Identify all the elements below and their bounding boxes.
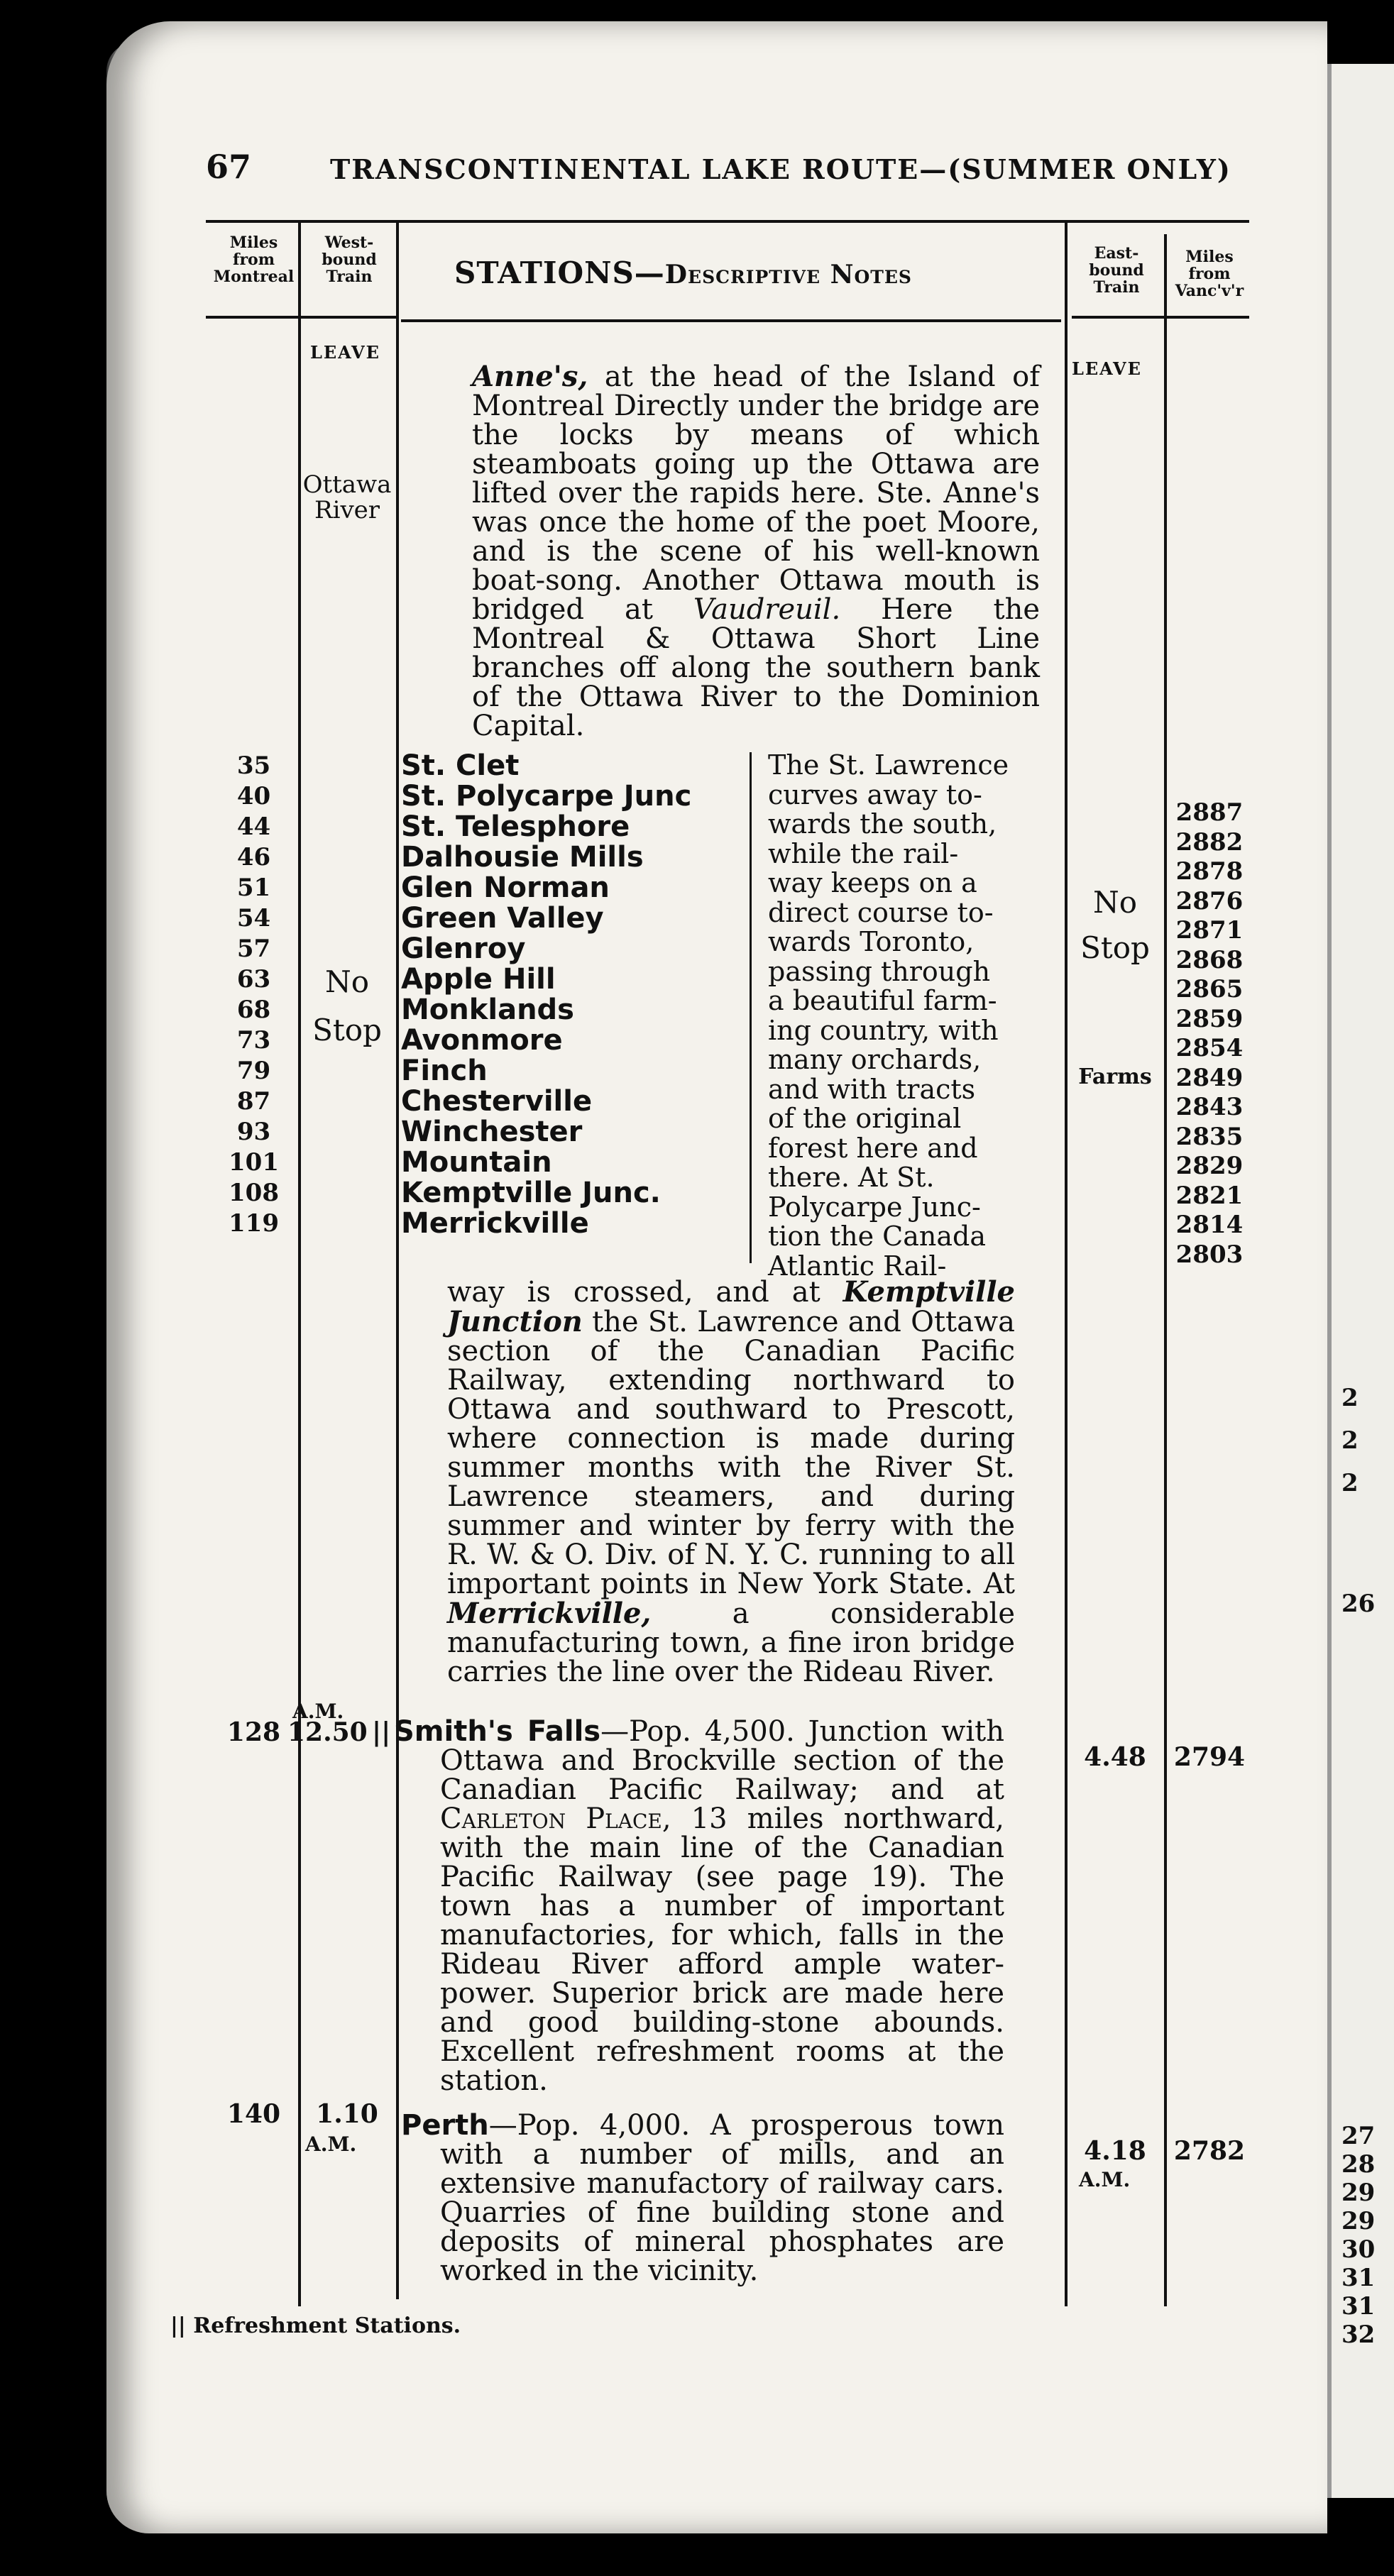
station-miles: 57 (236, 935, 271, 963)
next-page-fragment: 31 (1341, 2264, 1376, 2292)
station-name: St. Telesphore (401, 810, 630, 843)
perth-miles: 140 (226, 2099, 281, 2129)
next-page-fragment: 32 (1341, 2321, 1376, 2349)
no-stop-east-1: No (1092, 885, 1138, 920)
vancouver-miles: 2854 (1175, 1034, 1244, 1062)
station-name: St. Polycarpe Junc (401, 780, 692, 813)
side-note-line: a beautiful farm- (768, 985, 997, 1016)
smiths-falls-name: Smith's Falls (394, 1715, 601, 1748)
leave-west: LEAVE (310, 342, 380, 363)
vancouver-miles: 2876 (1175, 886, 1244, 915)
station-miles: 73 (236, 1026, 271, 1055)
side-note-rule (750, 752, 752, 1263)
continuation-note (447, 1277, 1015, 1687)
station-name: Green Valley (401, 902, 604, 935)
side-note-line: The St. Lawrence (768, 749, 1009, 781)
station-miles: 51 (236, 874, 271, 902)
station-miles: 44 (236, 813, 271, 841)
table-top-rule (206, 220, 1249, 223)
station-name: Avonmore (401, 1024, 563, 1057)
station-name: Mountain (401, 1146, 552, 1179)
side-note-line: tion the Canada (768, 1221, 987, 1252)
ottawa-river-note: Ottawa River (302, 470, 392, 524)
station-name: Merrickville (401, 1207, 589, 1239)
smiths-west-time: 12.50 (287, 1717, 368, 1747)
col-head-miles-montreal: Miles from Montreal (213, 233, 295, 286)
side-note-line: forest here and (768, 1132, 978, 1164)
vancouver-miles: 2859 (1175, 1004, 1244, 1033)
station-miles: 108 (229, 1179, 279, 1207)
smiths-desc-a: —Pop. 4,500. Junction with Ottawa and Brockville section of the Canadian Pacific Railway; and at (440, 1715, 1005, 1806)
farms-word: Farms (1078, 1064, 1152, 1089)
perth-am-label: A.M. (305, 2132, 357, 2156)
side-note-line: passing through (768, 955, 991, 987)
intro-rest: at the head of the Island of Montreal Directly under the bridge are the locks by means of which steamboats going up the Ottawa are lifted over the rapids here. Ste. Anne's was once the home of the poet Moore, and is the scene of his well-known boat-song. Another Ottawa mouth is bridged at (472, 360, 1040, 626)
footnote: || Refreshment Stations. (170, 2313, 461, 2338)
next-page-fragment: 31 (1341, 2292, 1376, 2321)
next-page-fragment: 2 (1341, 1426, 1359, 1455)
vancouver-miles: 2868 (1175, 945, 1244, 974)
side-note-line: and with tracts (768, 1073, 976, 1105)
station-miles: 46 (236, 843, 271, 871)
side-note (768, 751, 1052, 1281)
col-head-westbound: West-bound Train (322, 233, 377, 286)
next-page-fragment: 29 (1341, 2179, 1376, 2207)
page-header (206, 148, 1231, 197)
side-note-line: Atlantic Rail- (768, 1250, 947, 1282)
station-name: Glen Norman (401, 871, 610, 904)
side-note-line: of the original (768, 1103, 962, 1134)
next-page-fragment: 2 (1341, 1384, 1359, 1412)
vancouver-miles: 2849 (1175, 1063, 1244, 1092)
station-miles: 54 (236, 904, 271, 932)
perth-vancouver-miles: 2782 (1173, 2136, 1246, 2166)
vancouver-miles: 2871 (1175, 916, 1244, 945)
station-miles: 101 (229, 1148, 279, 1177)
perth-entry (401, 2111, 1004, 2286)
station-name: Dalhousie Mills (401, 841, 644, 874)
smiths-place: Carleton Place, (440, 1802, 671, 1835)
side-note-line: wards the south, (768, 808, 997, 840)
side-note-line: wards Toronto, (768, 926, 975, 957)
vancouver-miles: 2803 (1175, 1240, 1244, 1269)
no-stop-east (1068, 880, 1163, 971)
next-page-edge (1327, 64, 1394, 2498)
station-miles: 93 (236, 1118, 271, 1146)
page-number: 67 (206, 148, 252, 186)
station-miles: 87 (236, 1087, 271, 1116)
station-name: Finch (401, 1055, 488, 1087)
vancouver-miles: 2821 (1175, 1181, 1244, 1210)
left-head-rule (206, 316, 397, 319)
perth-east-am: A.M. (1079, 2168, 1131, 2191)
station-miles: 63 (236, 965, 271, 993)
center-head-rule (401, 319, 1061, 322)
station-miles-column (213, 751, 295, 1239)
no-stop-east-2: Stop (1080, 930, 1150, 965)
no-stop-west-2: Stop (312, 1013, 382, 1047)
vancouver-miles: 2835 (1175, 1122, 1244, 1151)
col-rule-4 (1164, 234, 1167, 2306)
next-page-fragment: 28 (1341, 2150, 1376, 2179)
stations-subtitle: Descriptive Notes (664, 260, 912, 290)
col-head-eastbound: East-bound Train (1089, 244, 1144, 297)
intro-end: Here the Montreal & Ottawa Short Line branches off along the southern bank of the Ottawa River to the Dominion Capital. (472, 593, 1040, 742)
next-page-fragment: 2 (1341, 1469, 1359, 1497)
side-note-line: there. At St. (768, 1162, 935, 1193)
station-name: Chesterville (401, 1085, 593, 1118)
vancouver-miles: 2882 (1175, 827, 1244, 857)
side-note-line: many orchards, (768, 1044, 982, 1075)
station-miles: 119 (229, 1209, 279, 1238)
stations-title: STATIONS— (454, 255, 665, 290)
col-head-miles-vancouver: Miles from Vanc'v'r (1175, 248, 1244, 300)
station-name: Winchester (401, 1116, 583, 1148)
smiths-desc-b: 13 miles northward, with the main line of the Canadian Pacific Railway (see page 19). The town has a number of important manufactories, for which, falls in the Rideau River afford ample water-power. Superior brick are made here and good building-stone abounds. Excellent refreshment rooms at the station. (440, 1802, 1004, 2097)
perth-west-time: 1.10 (316, 2099, 378, 2129)
vancouver-miles: 2843 (1175, 1093, 1244, 1121)
perth-desc: —Pop. 4,000. A prosperous town with a number of mills, and an extensive manufactory of railway cars. Quarries of fine building stone and deposits of mineral phosphates are worked in the vicinity. (440, 2109, 1004, 2287)
running-head: TRANSCONTINENTAL LAKE ROUTE—(SUMMER ONLY) (330, 153, 1231, 185)
side-note-line: ing country, with (768, 1014, 999, 1046)
station-miles: 68 (236, 996, 271, 1024)
cont-d: Merrickville, (447, 1597, 652, 1630)
station-name: Kemptville Junc. (401, 1177, 661, 1209)
station-name: Glenroy (401, 932, 526, 965)
no-stop-west (300, 958, 395, 1055)
col-rule-3 (1065, 220, 1068, 2306)
no-stop-west-1: No (324, 964, 370, 999)
col-head-stations (454, 255, 912, 290)
vancouver-miles: 2887 (1175, 798, 1244, 827)
station-miles: 79 (236, 1057, 271, 1085)
intro-note (472, 362, 1040, 741)
next-page-fragment: 29 (1341, 2207, 1376, 2235)
next-page-fragment: 26 (1341, 1590, 1376, 1618)
station-name: St. Clet (401, 751, 520, 782)
cont-a: way is crossed, and at (447, 1276, 843, 1309)
station-miles: 35 (236, 752, 271, 780)
station-miles: 40 (236, 782, 271, 810)
cont-b: Kemptville Junction (447, 1275, 1015, 1338)
smiths-am-label: A.M. (292, 1700, 344, 1723)
side-note-line: Polycarpe Junc- (768, 1191, 981, 1223)
side-note-line: while the rail- (768, 837, 959, 869)
cont-c: the St. Lawrence and Ottawa section of the Canadian Pacific Railway, extending northward to Ottawa and southward to Prescott, where connection is made during summer months with the River St. Lawrence steamers, and during summer and winter by ferry with the R. W. & O. Div. of N. Y. C. running to all important points in New York State. At (447, 1306, 1015, 1600)
station-name: Apple Hill (401, 963, 556, 996)
perth-name: Perth (401, 2109, 489, 2142)
vancouver-miles: 2878 (1175, 857, 1244, 886)
side-note-line: way keeps on a (768, 867, 977, 898)
vancouver-miles: 2814 (1175, 1211, 1244, 1239)
smiths-refresh-mark: || (372, 1717, 391, 1747)
leave-east: LEAVE (1072, 358, 1142, 379)
smiths-vancouver-miles: 2794 (1173, 1742, 1246, 1772)
vancouver-miles: 2829 (1175, 1152, 1244, 1180)
next-page-fragment: 27 (1341, 2122, 1376, 2150)
right-head-rule (1072, 316, 1249, 319)
cont-e: a considerable manufacturing town, a fine iron bridge carries the line over the Rideau River. (447, 1597, 1015, 1688)
station-name: Monklands (401, 993, 574, 1026)
smiths-east-time: 4.48 (1084, 1742, 1146, 1772)
side-note-line: curves away to- (768, 778, 982, 810)
next-page-fragment: 30 (1341, 2235, 1376, 2264)
station-names-column (401, 751, 749, 1239)
intro-lead: Anne's, (472, 360, 588, 393)
smiths-falls-entry (394, 1717, 1004, 2096)
intro-italic: Vaudreuil. (693, 593, 841, 626)
vancouver-miles-column (1168, 798, 1251, 1270)
smiths-miles: 128 (226, 1717, 281, 1747)
vancouver-miles: 2865 (1175, 975, 1244, 1003)
perth-east-time: 4.18 (1084, 2136, 1146, 2166)
side-note-line: direct course to- (768, 896, 994, 928)
col-rule-1 (298, 220, 301, 2306)
